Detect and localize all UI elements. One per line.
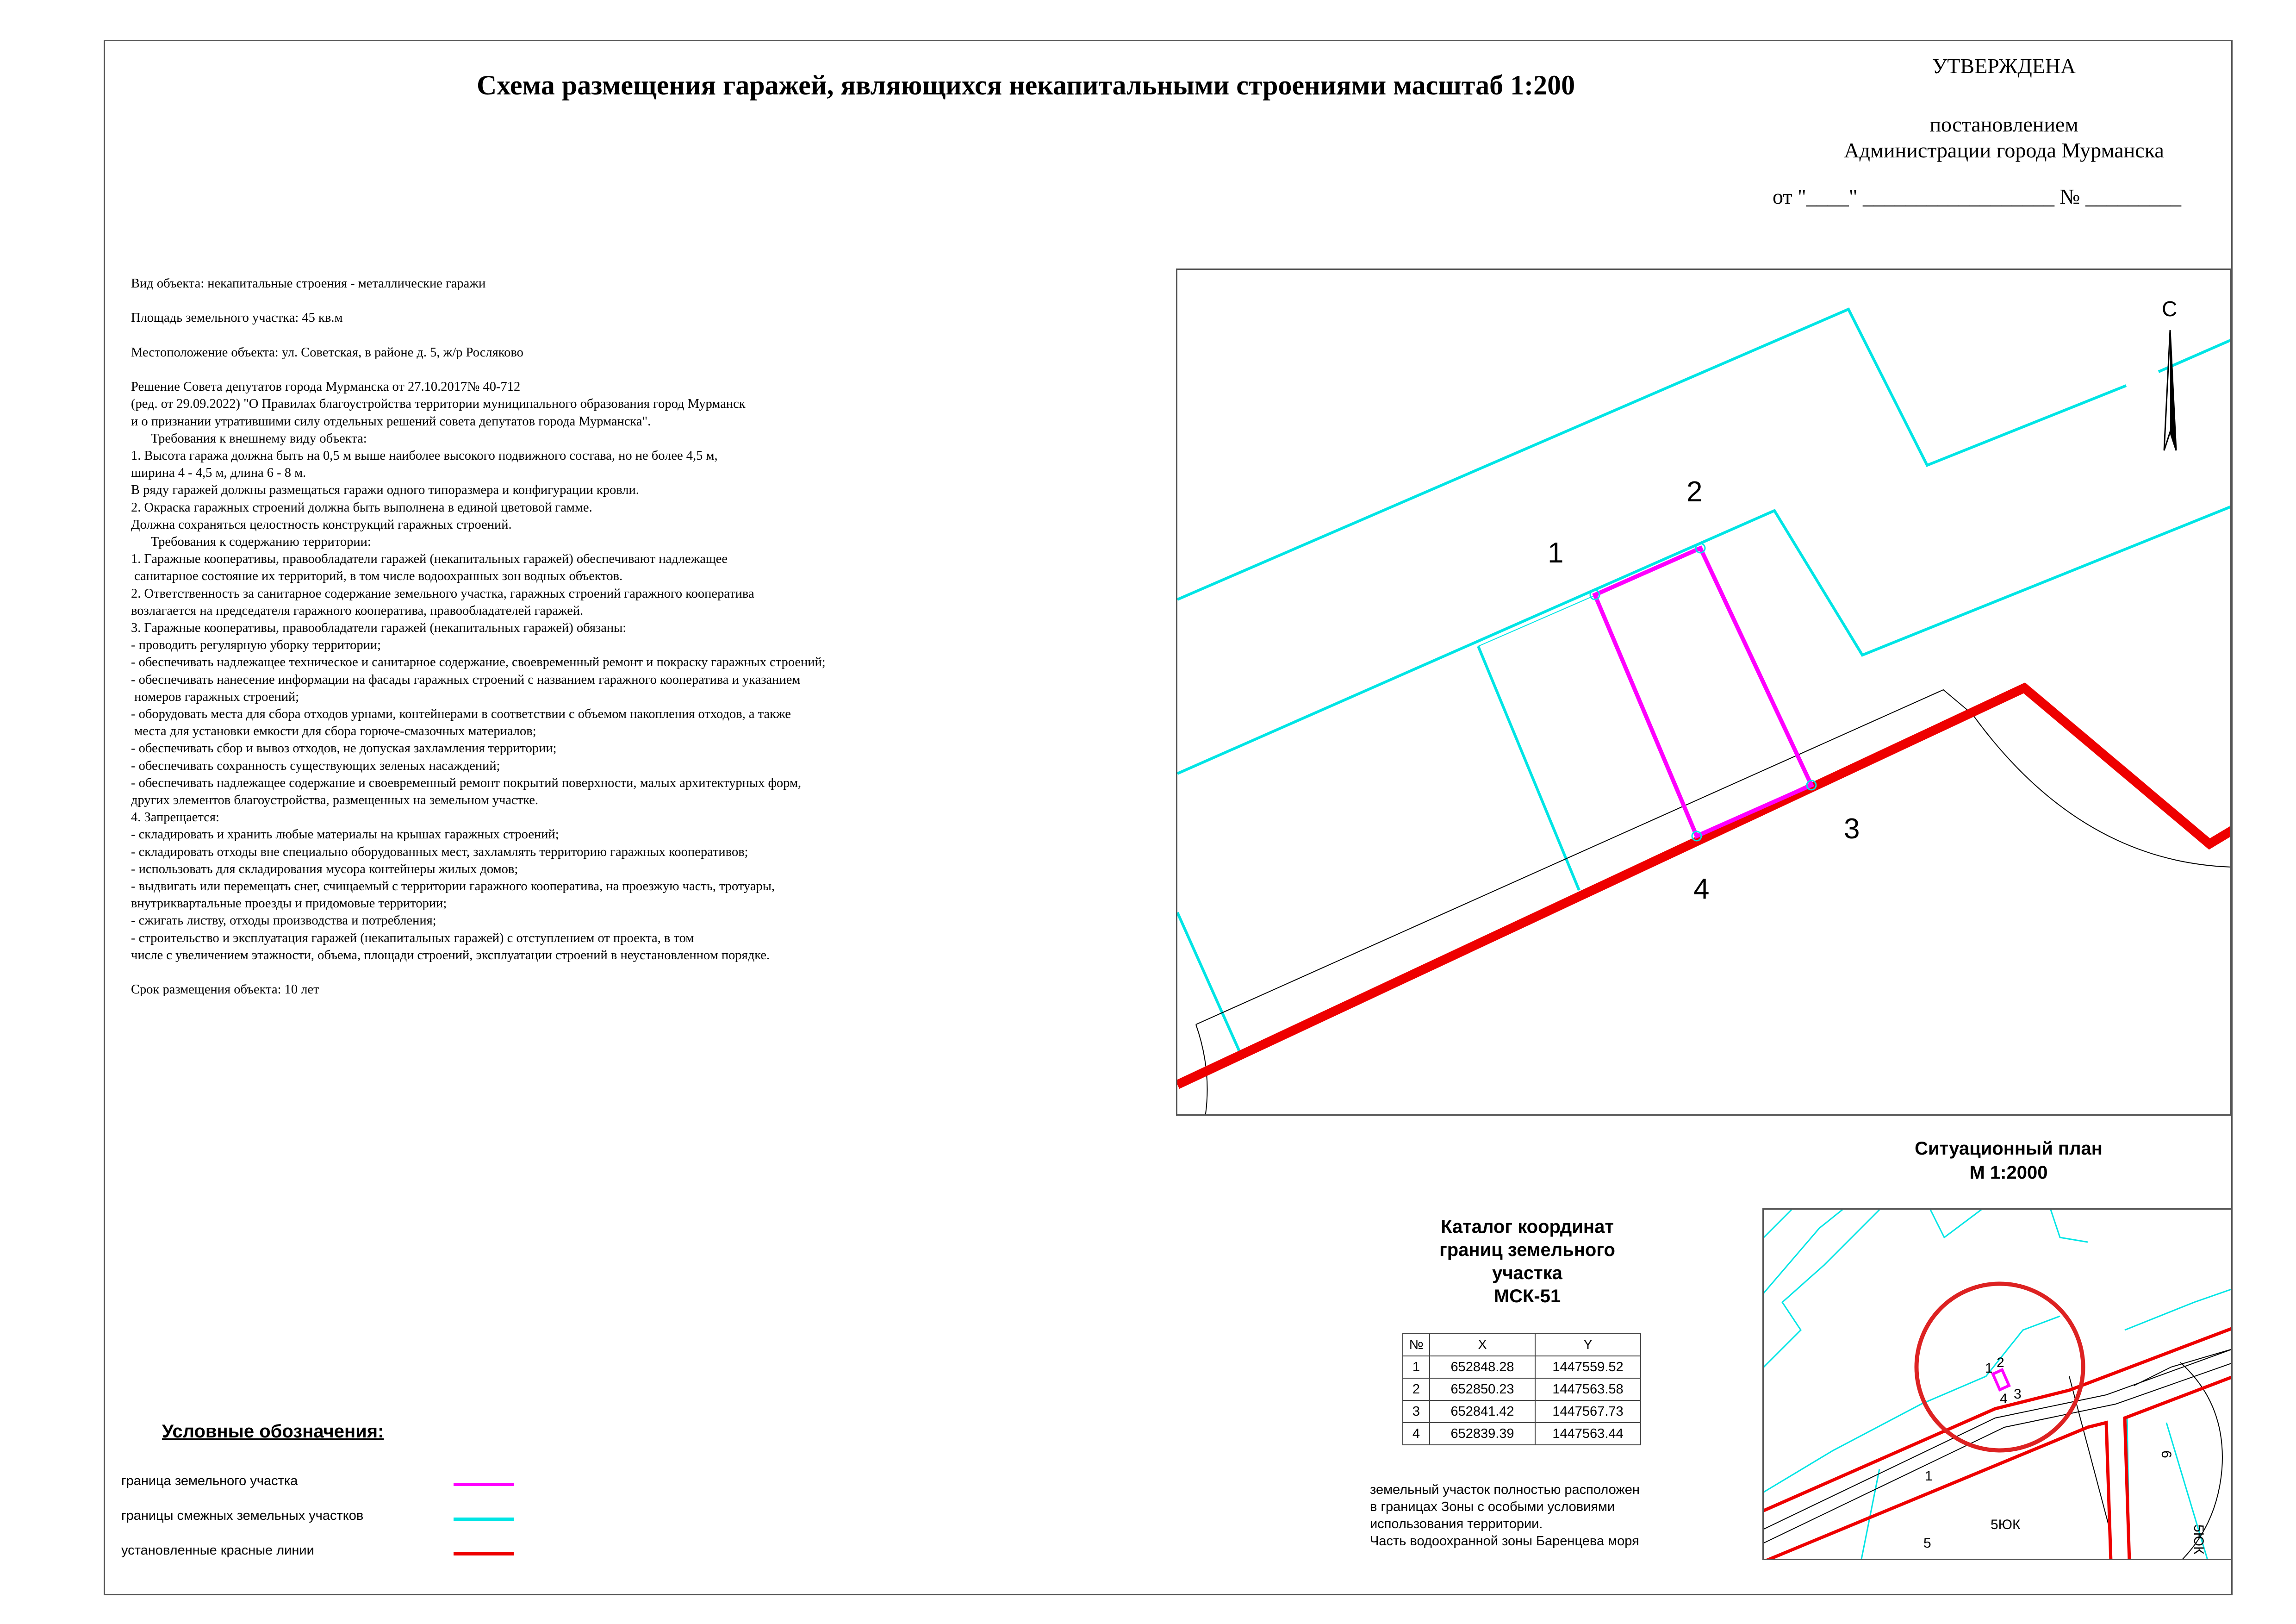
road-curve [1972, 714, 2231, 867]
point-label-1: 1 [1548, 537, 1564, 569]
plot-boundary [1595, 548, 1811, 836]
description-line: - обеспечивать сбор и вывоз отходов, не допуская захламления территории; [131, 741, 557, 756]
catalog-title-line-3: участка [1492, 1263, 1562, 1283]
description-line: Местоположение объекта: ул. Советская, в районе д. 5, ж/р Росляково [131, 345, 523, 360]
adjacent-thin [1478, 591, 1594, 646]
legend-title: Условные обозначения: [162, 1421, 384, 1442]
situation-plan-drawing [1764, 1210, 2233, 1560]
description-line: В ряду гаражей должны размещаться гаражи одного типоразмера и конфигурации кровли. [131, 483, 639, 498]
description-line: - складировать и хранить любые материалы на крышах гаражных строений; [131, 827, 559, 842]
description-line [131, 361, 1149, 378]
legend-swatch-adjacent [454, 1518, 514, 1521]
approval-line-2: постановлением [1929, 112, 2078, 136]
situation-label-6: 6 [2159, 1450, 2174, 1458]
situation-label-5: 5 [1923, 1536, 1931, 1551]
cell-number: 4 [1403, 1423, 1430, 1445]
situation-red-line [2125, 1376, 2233, 1560]
situation-point-1: 1 [1985, 1361, 1993, 1376]
situation-red-line [1764, 1423, 2111, 1560]
description-line: Должна сохраняться целостность конструкций гаражных строений. [131, 517, 512, 532]
description-line: 1. Гаражные кооперативы, правообладатели гаражей (некапитальных гаражей) обеспечивают надлежащее [131, 552, 728, 567]
cell-x: 652841.42 [1430, 1400, 1535, 1423]
description-line: - обеспечивать надлежащее содержание и своевременный ремонт покрытий поверхности, малых архитектурных форм, [131, 775, 802, 790]
description-line: - обеспечивать надлежащее техническое и санитарное содержание, своевременный ремонт и покраску гаражных строений; [131, 655, 826, 670]
approval-date-line: от "____" __________________ № _________ [1773, 185, 2181, 208]
situation-adjacent-line [1764, 1210, 1879, 1367]
cell-y: 1447567.73 [1535, 1400, 1641, 1423]
description-line: места для установки емкости для сбора горюче-смазочных материалов; [131, 724, 536, 739]
north-label: С [2162, 297, 2178, 321]
zone-note-line: Часть водоохранной зоны Баренцева моря [1370, 1534, 1639, 1549]
description-line: Вид объекта: некапитальные строения - металлические гаражи [131, 276, 486, 291]
legend-swatch-red-lines [454, 1552, 514, 1555]
situation-point-2: 2 [1997, 1355, 2004, 1370]
adjacent-thin-line [1478, 596, 1594, 646]
approval-block [1749, 53, 2259, 163]
description-line: санитарное состояние их территорий, в том числе водоохранных зон водных объектов. [131, 569, 623, 584]
catalog-title-line-4: МСК-51 [1493, 1286, 1561, 1306]
adjacent-boundaries [1177, 309, 2231, 1052]
page-title: Схема размещения гаражей, являющихся некапитальными строениями масштаб 1:200 [477, 70, 1575, 100]
cell-y: 1447563.58 [1535, 1378, 1641, 1400]
situation-plan-title-line-1: Ситуационный план [1915, 1138, 2103, 1159]
legend-label-red-lines: установленные красные линии [121, 1543, 314, 1558]
description-line: других элементов благоустройства, размещенных на земельном участке. [131, 793, 538, 808]
situation-plan-map [1762, 1208, 2233, 1560]
zone-note-line: использования территории. [1370, 1517, 1543, 1531]
north-arrow [2162, 297, 2177, 450]
legend-label-plot: граница земельного участка [121, 1474, 298, 1488]
legend-label-adjacent: границы смежных земельных участков [121, 1508, 364, 1523]
road-edge [1196, 690, 1972, 1024]
cell-y: 1447563.44 [1535, 1423, 1641, 1445]
description-line: 2. Окраска гаражных строений должна быть выполнена в единой цветовой гамме. [131, 500, 592, 515]
description-line: Срок размещения объекта: 10 лет [131, 982, 319, 997]
description-line: 4. Запрещается: [131, 810, 219, 825]
situation-adjacent-line [2051, 1210, 2088, 1242]
col-header-x: X [1430, 1334, 1535, 1356]
cell-x: 652839.39 [1430, 1423, 1535, 1445]
description-line: Решение Совета депутатов города Мурманска от 27.10.2017№ 40-712 [131, 380, 521, 394]
situation-adjacent-line [1764, 1210, 1792, 1237]
table-row [1403, 1356, 1641, 1378]
table-row [1403, 1400, 1641, 1423]
approval-heading: УТВЕРЖДЕНА [1932, 54, 2076, 78]
description-line: - обеспечивать нанесение информации на фасады гаражных строений с названием гаражного кооператива и указанием [131, 672, 801, 687]
catalog-title-line-2: границ земельного [1439, 1240, 1615, 1260]
description-line: - складировать отходы вне специально оборудованных мест, захламлять территорию гаражных кооперативов; [131, 844, 748, 859]
description-line: внутриквартальные проезды и придомовые территории; [131, 896, 447, 911]
situation-road [1764, 1349, 2233, 1529]
approval-gap [1749, 79, 2259, 112]
description-line: - сжигать листву, отходы производства и потребления; [131, 913, 436, 928]
description-line: 1. Высота гаража должна быть на 0,5 м выше наиболее высокого подвижного состава, но не более 4,5 м, [131, 448, 718, 463]
description-line: и о признании утратившими силу отдельных решений совета депутатов города Мурманска". [131, 414, 651, 429]
situation-adjacent-line [1764, 1210, 1842, 1293]
situation-building-label-2: 5ЮК [2191, 1524, 2206, 1555]
description-line: - оборудовать места для сбора отходов урнами, контейнерами в соответствии с объемом накопления отходов, а также [131, 707, 791, 722]
cell-x: 652850.23 [1430, 1378, 1535, 1400]
situation-building-label: 5ЮК [1991, 1517, 2021, 1532]
description-line: - строительство и эксплуатация гаражей (некапитальных гаражей) с отступлением от проекта, в том [131, 931, 694, 945]
zone-note-line: земельный участок полностью расположен [1370, 1482, 1640, 1497]
cell-number: 3 [1403, 1400, 1430, 1423]
coordinates-table [1402, 1333, 1641, 1445]
description-line: номеров гаражных строений; [131, 689, 299, 704]
description-line: Требования к внешнему виду объекта: [131, 431, 367, 446]
table-row [1403, 1378, 1641, 1400]
coordinates-catalog-title [1398, 1215, 1657, 1308]
adjacent-boundary [1177, 912, 1240, 1052]
legend-swatch-plot [454, 1483, 514, 1486]
zone-note-line: в границах Зоны с особыми условиями [1370, 1499, 1615, 1514]
description-line: - выдвигать или перемещать снег, счищаемый с территории гаражного кооператива, на проезжую часть, тротуары, [131, 879, 775, 894]
situation-point-3: 3 [2014, 1387, 2022, 1402]
main-map [1176, 269, 2231, 1116]
adjacent-boundary [1478, 646, 1579, 890]
description-line: 3. Гаражные кооперативы, правообладатели гаражей (некапитальных гаражей) обязаны: [131, 621, 627, 636]
situation-plot [1993, 1370, 2009, 1390]
cell-x: 652848.28 [1430, 1356, 1535, 1378]
cell-number: 1 [1403, 1356, 1430, 1378]
object-description [131, 275, 1149, 998]
description-line: Площадь земельного участка: 45 кв.м [131, 311, 343, 325]
situation-label-1: 1 [1925, 1468, 1933, 1484]
catalog-title-line-1: Каталог координат [1441, 1217, 1614, 1237]
table-row [1403, 1423, 1641, 1445]
description-line: возлагается на председателя гаражного кооператива, правообладателей гаражей. [131, 603, 584, 618]
description-line [131, 964, 1149, 981]
point-label-2: 2 [1686, 476, 1703, 508]
road-lines [1196, 690, 2231, 1116]
col-header-number: № [1403, 1334, 1430, 1356]
situation-adjacent-line [2125, 1288, 2233, 1330]
zone-note [1370, 1481, 1703, 1550]
description-line: - использовать для складирования мусора контейнеры жилых домов; [131, 862, 518, 876]
description-line: 2. Ответственность за санитарное содержание земельного участка, гаражных строений гаражного кооператива [131, 586, 754, 601]
description-line: (ред. от 29.09.2022) "О Правилах благоустройства территории муниципального образования город Мурманск [131, 397, 746, 412]
situation-point-4: 4 [2000, 1391, 2008, 1406]
adjacent-boundary [1177, 309, 2126, 600]
description-line: - проводить регулярную уборку территории; [131, 638, 381, 653]
description-line: числе с увеличением этажности, объема, площади строений, эксплуатации строений в неустановленном порядке. [131, 948, 770, 962]
description-line: Требования к содержанию территории: [131, 535, 371, 549]
description-line: - обеспечивать сохранность существующих зеленых насаждений; [131, 758, 500, 773]
cell-y: 1447559.52 [1535, 1356, 1641, 1378]
main-map-drawing [1177, 270, 2231, 1116]
description-line: ширина 4 - 4,5 м, длина 6 - 8 м. [131, 466, 306, 481]
description-line [131, 327, 1149, 344]
approval-line-3: Администрации города Мурманска [1844, 138, 2164, 162]
situation-adjacent-line [1930, 1210, 1981, 1237]
description-line [131, 292, 1149, 309]
situation-plan-scale: М 1:2000 [1969, 1162, 2048, 1183]
point-label-4: 4 [1693, 873, 1710, 905]
adjacent-thin-line [1478, 591, 1594, 641]
col-header-y: Y [1535, 1334, 1641, 1356]
cell-number: 2 [1403, 1378, 1430, 1400]
point-label-3: 3 [1844, 813, 1860, 845]
table-header-row [1403, 1334, 1641, 1356]
situation-plan-title [1842, 1137, 2175, 1185]
